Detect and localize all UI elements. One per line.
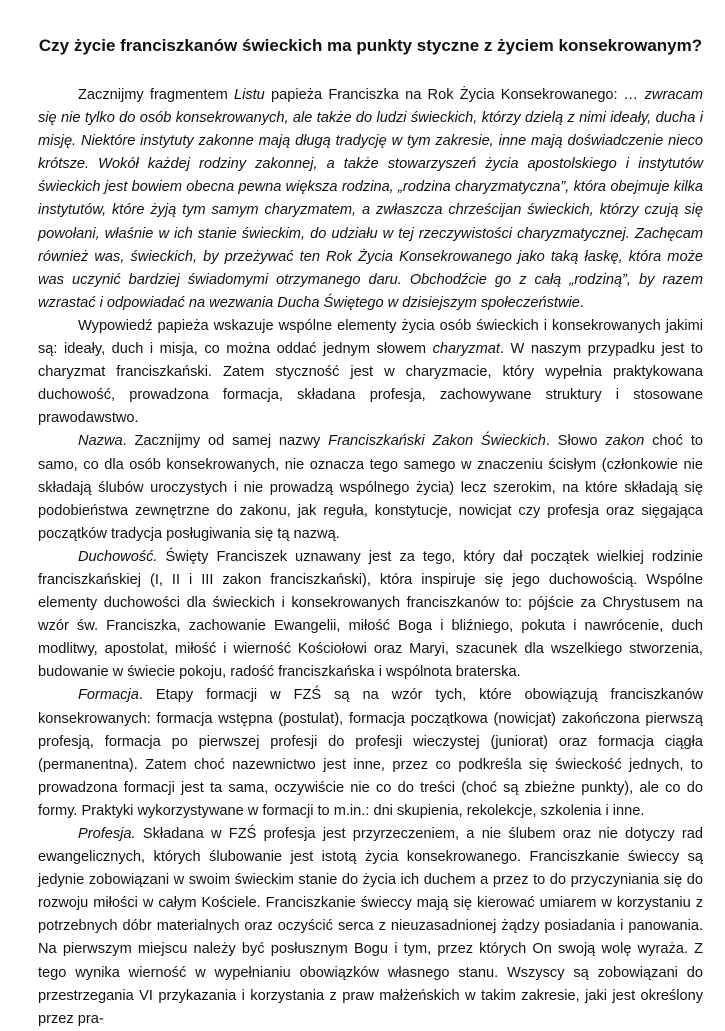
text-run: Składana w FZŚ profesja jest przyrzeczeniem, a nie ślubem oraz nie dotyczy rad ewangelicznych, których ślubowanie jest istotą życia konsekrowanego. Franciszkanie świeccy są jedynie zobowiązani w swoim świeckim stanie do życia ich duchem a przez to do przyczyniania się do rozwoju miłości w całym Kościele. Franciszkanie świeccy mają się kierować umiarem w korzystaniu z potrzebnych dóbr materialnych oraz oczyścić serca z nieuzasadnionej żądzy posiadania i panowania. Na pierwszym miejscu należy być posłusznym Bogu i tym, przez których On swoją wolę wyraża. Z tego wynika wierność w wypełnianiu obowiązków własnego stanu. Wszyscy są zobowiązani do przestrzegania VI przykazania i korzystania z praw małżeńskich w takim zakresie, jaki jest określony przez pra- bbox=[38, 826, 703, 1027]
paragraph bbox=[38, 823, 703, 1031]
italic-run: Franciszkański Zakon Świeckich bbox=[328, 433, 546, 450]
text-run: Zacznijmy fragmentem bbox=[78, 87, 234, 103]
italic-run: Duchowość. bbox=[78, 548, 158, 565]
text-run: Wypowiedź papieża wskazuje wspólne elementy życia osób świeckich i konsekrowanych jakimi są: ideały, duch i misja, co można oddać jednym słowem bbox=[38, 317, 703, 358]
text-run: Święty Franciszek uznawany jest za tego, który dał początek wielkiej rodzinie franciszkańskiej (I, II i III zakon franciszkański), która inspiruje się jego duchowością. Wspólne elementy duchowości dla świeckich i konsekrowanych franciszkanów to: pójście za Chrystusem na wzór św. Franciszka, zachowanie Ewangelii, miłość Boga i bliźniego, pokuta i nawrócenie, duch modlitwy, apostolat, miłość i wierność Kościołowi oraz Maryi, szacunek dla wszelkiego stworzenia, budowanie w świecie pokoju, radość franciszkańska i wspólnota braterska. bbox=[38, 548, 703, 681]
text-run: papieża Franciszka na Rok Życia Konsekrowanego: bbox=[264, 87, 624, 103]
italic-run: Nazwa bbox=[78, 433, 123, 450]
text-run: . Słowo bbox=[545, 433, 606, 450]
italic-run: Listu bbox=[233, 87, 265, 103]
text-run: . bbox=[579, 294, 584, 311]
text-run: choć to samo, co dla osób konsekrowanych, nie oznacza tego samego w znaczeniu ścisłym (członkowie nie składają ślubów uroczystych i nie prowadzą wspólnego życia) lecz szerokim, na które składają się podobieństwa zewnętrzne do zakonu, jak reguła, konstytucje, nowicjat czy profesja oraz sięgająca początków tradycja posługiwania się tą nazwą. bbox=[38, 433, 703, 542]
text-run: . Zacznijmy od samej nazwy bbox=[122, 433, 329, 450]
paragraph bbox=[38, 84, 703, 315]
page-title: Czy życie franciszkanów świeckich ma punkty styczne z życiem konsekrowanym? bbox=[38, 36, 703, 55]
article-body bbox=[38, 84, 703, 1031]
paragraph bbox=[38, 684, 703, 823]
italic-run: Formacja bbox=[78, 687, 139, 704]
paragraph bbox=[38, 430, 703, 545]
italic-run: zakon bbox=[605, 433, 645, 450]
italic-run: … zwracam się nie tylko do osób konsekrowanych, ale także do ludzi świeckich, którzy dzielą z nimi ideały, ducha i misję. Niektóre instytuty zakonne mają długą tradycję w tym zakresie, inne mają doświadczenie nieco krótsze. Wokół każdej rodziny zakonnej, a także stowarzyszeń życia apostolskiego i instytutów świeckich jest bowiem obecna pewna większa rodzina, „rodzina charyzmatyczna”, która obejmuje kilka instytutów, które żyją tym samym charyzmatem, a zwłaszcza chrześcijan świeckich, którzy czują się powołani, właśnie w ich stanie świeckim, do udziału w tej rzeczywistości charyzmatycznej. Zachęcam również was, świeckich, by przeżywać ten Rok Życia Konsekrowanego jako taką łaskę, która może was uczynić bardziej świadomymi otrzymanego daru. Obchodźcie go z całą „rodziną”, by razem wzrastać i odpowiadać na wezwania Ducha Świętego w dzisiejszym społeczeństwie bbox=[38, 87, 704, 311]
text-run: . Etapy formacji w FZŚ są na wzór tych, które obowiązują franciszkanów konsekrowanych: formacja wstępna (postulat), formacja początkowa (nowicjat) zakończona pierwszą profesją, formacja po pierwszej profesji do profesji wieczystej (juniorat) oraz formacja ciągła (permanentna). Zatem choć nazewnictwo jest inne, przez co podkreśla się świeckość jednych, to prowadzona formacji jest ta sama, oczywiście nie co do treści (choć są zbieżne punkty), ale co do formy. Praktyki wykorzystywane w formacji to m.in.: dni skupienia, rekolekcje, szkolenia i inne. bbox=[38, 687, 703, 819]
italic-run: charyzmat bbox=[432, 341, 500, 358]
text-run: . W naszym przypadku jest to charyzmat franciszkański. Zatem styczność jest w charyzmacie, który wypełnia praktykowana duchowość, prowadzona formacja, składana profesja, zachowywane struktury i stosowane prawodawstwo. bbox=[38, 341, 703, 427]
paragraph bbox=[38, 546, 703, 685]
paragraph bbox=[38, 315, 703, 430]
italic-run: Profesja. bbox=[78, 826, 136, 842]
